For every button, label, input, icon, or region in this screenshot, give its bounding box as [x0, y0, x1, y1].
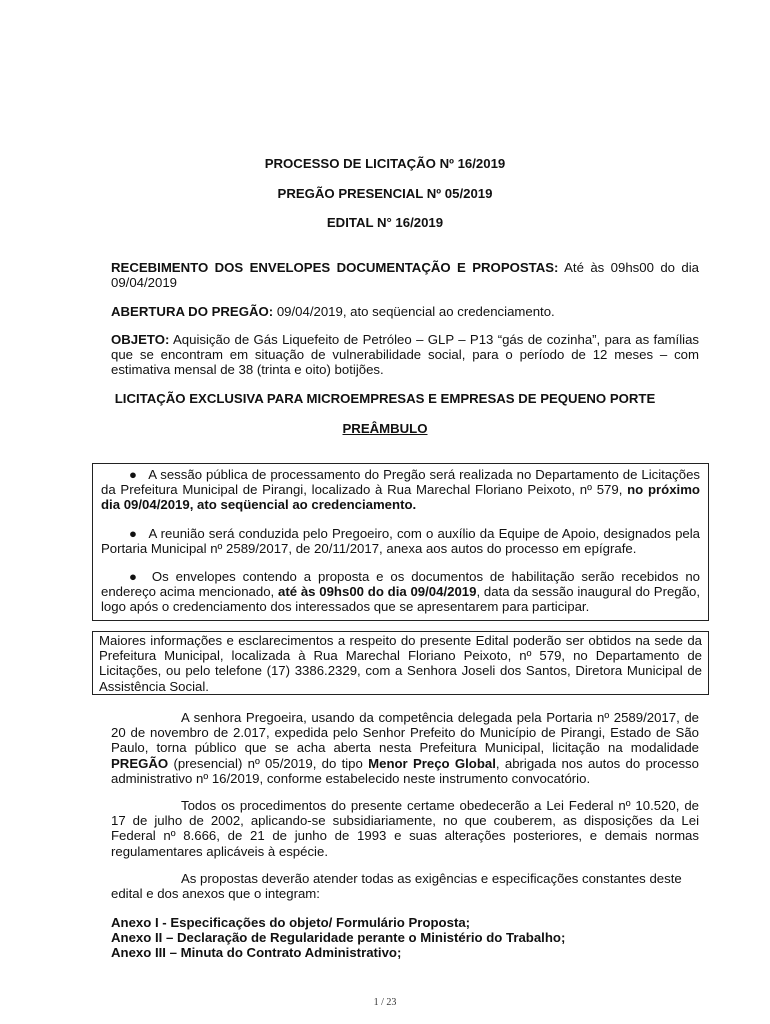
- contact-info-text: Maiores informações e esclarecimentos a respeito do presente Edital poderão ser obtidos na sede da Prefeitura Municipal, localizada à Rua Marechal Floriano Peixoto, nº 579, no Departamento de Licitações, ou pelo telefone (17) 3386.2329, com a Senhora Joseli dos Santos, Diretora Municipal de Assistência Social.: [99, 633, 702, 694]
- abertura-label: ABERTURA DO PREGÃO:: [111, 304, 274, 319]
- abertura-paragraph: [111, 304, 699, 319]
- bullet-icon: ●: [129, 467, 137, 482]
- bullet-item-1: ● A sessão pública de processamento do Pregão será realizada no Departamento de Licitações da Prefeitura Municipal de Pirangi, localizado à Rua Marechal Floriano Peixoto, nº 579, no próximo dia 09/04/2019, ato seqüencial ao credenciamento.: [101, 467, 701, 513]
- process-title: PROCESSO DE LICITAÇÃO Nº 16/2019: [264, 156, 506, 171]
- recebimento-label: RECEBIMENTO DOS ENVELOPES DOCUMENTAÇÃO E PROPOSTAS:: [111, 260, 559, 275]
- objeto-paragraph: [111, 332, 699, 378]
- anexos-list: [111, 915, 699, 961]
- abertura-text: 09/04/2019, ato seqüencial ao credenciamento.: [276, 304, 555, 319]
- pregoeira-paragraph: A senhora Pregoeira, usando da competência delegada pela Portaria nº 2589/2017, de 20 de novembro de 2.017, expedida pelo Senhor Prefeito do Município de Pirangi, Estado de São Paulo, torna público que se acha aberta nesta Prefeitura Municipal, licitação na modalidade PREGÃO (presencial) nº 05/2019, do tipo Menor Preço Global, abrigada nos autos do processo administrativo nº 16/2019, conforme estabelecido neste instrumento convocatório.: [111, 710, 699, 786]
- objeto-label: OBJETO:: [111, 332, 170, 347]
- page-number: 1 / 23: [373, 997, 397, 1008]
- bullet-icon: ●: [129, 569, 137, 585]
- pregao-title: PREGÃO PRESENCIAL Nº 05/2019: [277, 186, 493, 201]
- procedimentos-paragraph: Todos os procedimentos do presente certame obedecerão a Lei Federal nº 10.520, de 17 de julho de 2002, aplicando-se subsidiariamente, no que couberem, as disposições da Lei Federal nº 8.666, de 21 de junho de 1993 e suas alterações posteriores, e demais normas regulamentares aplicáveis à espécie.: [111, 798, 699, 859]
- bullet-item-3: ● Os envelopes contendo a proposta e os documentos de habilitação serão recebidos no endereço acima mencionado, até às 09hs00 do dia 09/04/2019, data da sessão inaugural do Pregão, logo após o credenciamento dos interessados que se apresentarem para participar.: [101, 569, 700, 615]
- exclusiva-heading: LICITAÇÃO EXCLUSIVA PARA MICROEMPRESAS E EMPRESAS DE PEQUENO PORTE: [114, 391, 656, 406]
- bullet-item-2: ● A reunião será conduzida pelo Pregoeiro, com o auxílio da Equipe de Apoio, designados pela Portaria Municipal nº 2589/2017, de 20/11/2017, anexa aos autos do processo em epígrafe.: [101, 525, 701, 556]
- session-info-box: [92, 463, 709, 621]
- anexo-item-2: Anexo II – Declaração de Regularidade perante o Ministério do Trabalho;: [111, 930, 566, 946]
- recebimento-text: Até às 09hs00 do dia 09/04/2019: [111, 260, 700, 291]
- anexo-item-3: Anexo III – Minuta do Contrato Administrativo;: [111, 945, 402, 961]
- contact-info-box: [92, 631, 709, 695]
- objeto-text: Aquisição de Gás Liquefeito de Petróleo – GLP – P13 “gás de cozinha”, para as famílias que se encontram em situação de vulnerabilidade social, para o período de 12 meses – com estimativa mensal de 38 (trinta e oito) botijões.: [111, 332, 699, 378]
- edital-title: EDITAL N° 16/2019: [326, 215, 444, 230]
- bullet-icon: ●: [129, 525, 137, 541]
- preambulo-heading: PREÂMBULO: [342, 421, 428, 436]
- propostas-paragraph: As propostas deverão atender todas as exigências e especificações constantes deste edital e dos anexos que o integram:: [111, 871, 682, 902]
- recebimento-paragraph: [111, 260, 699, 290]
- anexo-item-1: Anexo I - Especificações do objeto/ Formulário Proposta;: [111, 915, 471, 930]
